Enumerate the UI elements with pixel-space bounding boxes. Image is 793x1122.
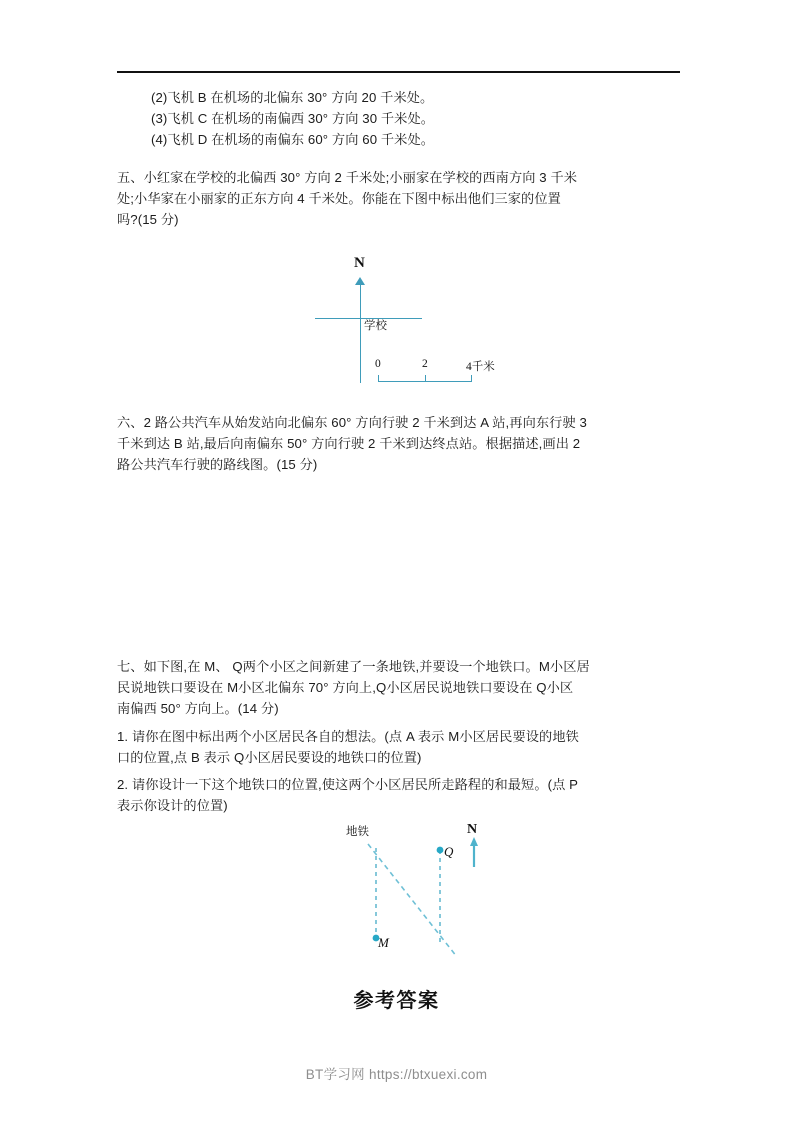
question-five-line-2: 处;小华家在小丽家的正东方向 4 千米处。你能在下图中标出他们三家的位置 (117, 191, 561, 206)
question-six-line-1: 六、2 路公共汽车从始发站向北偏东 60° 方向行驶 2 千米到达 A 站,再向东行驶 3 (117, 415, 587, 430)
school-origin-label: 学校 (364, 320, 387, 332)
question-seven-line-3: 南偏西 50° 方向上。(14 分) (117, 701, 279, 716)
question-six-work-area (117, 485, 682, 640)
scale-bar (375, 358, 495, 389)
subway-label: 地铁 (346, 826, 369, 838)
page-footer: BT学习网 https://btxuexi.com (305, 1067, 488, 1082)
point-q-dot (437, 847, 444, 854)
question-seven-line-1: 七、如下图,在 M、 Q两个小区之间新建了一条地铁,并要设一个地铁口。M小区居 (117, 659, 590, 674)
subway-north-label: N (467, 822, 478, 837)
header-divider (117, 71, 680, 73)
point-q-label: Q (444, 844, 454, 859)
question-six-line-3: 路公共汽车行驶的路线图。(15 分) (117, 457, 318, 472)
question-four-item-4: (4)飞机 D 在机场的南偏东 60° 方向 60 千米处。 (151, 132, 435, 147)
question-seven-item-1-line-1: 1. 请你在图中标出两个小区居民各自的想法。(点 A 表示 M小区居民要设的地铁 (117, 729, 579, 744)
scale-label-2: 4千米 (466, 361, 495, 373)
question-five-line-1: 五、小红家在学校的北偏西 30° 方向 2 千米处;小丽家在学校的西南方向 3 千米 (117, 170, 578, 185)
question-five-line-3: 吗?(15 分) (117, 212, 179, 227)
scale-tick-1 (425, 375, 426, 382)
point-m-label: M (378, 935, 389, 950)
scale-tick-0 (378, 375, 379, 382)
question-seven-line-2: 民说地铁口要设在 M小区北偏东 70° 方向上,Q小区居民说地铁口要设在 Q小区 (117, 680, 574, 695)
vertical-axis (360, 283, 361, 383)
scale-label-1: 2 (422, 358, 428, 370)
school-compass-diagram (300, 255, 530, 395)
scale-label-0: 0 (375, 358, 381, 370)
north-label: N (354, 255, 365, 271)
question-six-line-2: 千米到达 B 站,最后向南偏东 50° 方向行驶 2 千米到达终点站。根据描述,画出 2 (117, 436, 581, 451)
subway-diagram-graphic (330, 815, 520, 975)
question-four-item-2: (2)飞机 B 在机场的北偏东 30° 方向 20 千米处。 (151, 90, 434, 105)
north-arrow-head (470, 837, 478, 846)
answer-section-heading: 参考答案 (353, 990, 440, 1012)
scale-tick-2 (471, 375, 472, 382)
question-seven-item-2-line-1: 2. 请你设计一下这个地铁口的位置,使这两个小区居民所走路程的和最短。(点 P (117, 777, 579, 792)
question-seven-item-2-line-2: 表示你设计的位置) (117, 798, 228, 813)
subway-diagram (330, 815, 520, 975)
question-seven-item-1-line-2: 口的位置,点 B 表示 Q小区居民要设的地铁口的位置) (117, 750, 422, 765)
question-four-item-3: (3)飞机 C 在机场的南偏西 30° 方向 30 千米处。 (151, 111, 435, 126)
